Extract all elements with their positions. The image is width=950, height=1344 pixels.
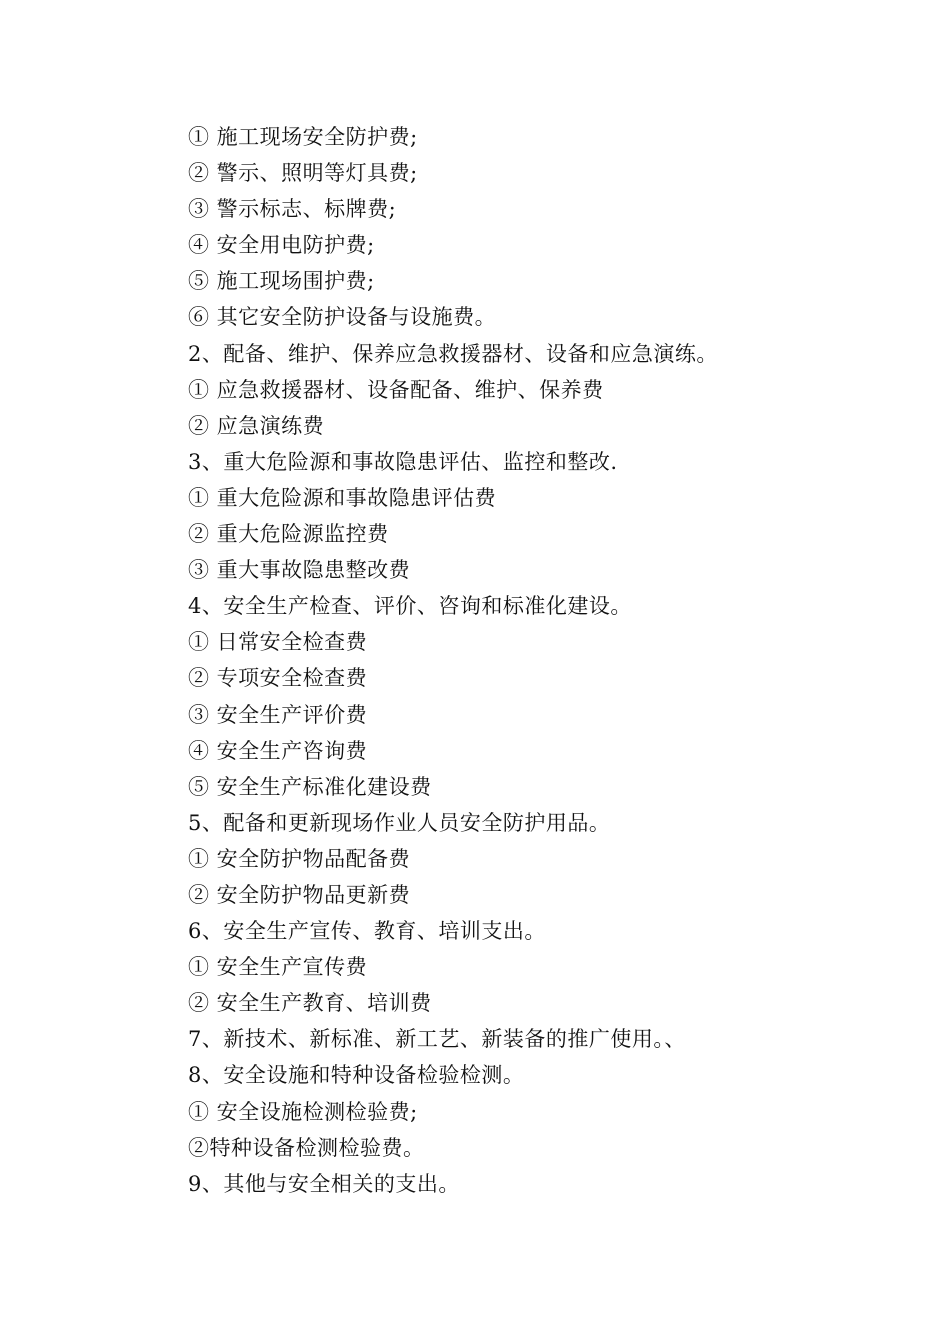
list-item: ③ 警示标志、标牌费; [188,197,397,222]
document-body [188,119,888,1202]
list-item: ① 应急救援器材、设备配备、维护、保养费 [188,377,604,402]
list-item: ③ 安全生产评价费 [188,702,368,727]
section-heading: 7、新技术、新标准、新工艺、新装备的推广使用。、 [188,1027,686,1052]
list-item: ⑤ 施工现场围护费; [188,269,375,294]
list-item: ② 重大危险源监控费 [188,522,389,547]
section-heading: 3、重大危险源和事故隐患评估、监控和整改. [188,449,618,474]
list-item: ① 施工现场安全防护费; [188,125,418,149]
list-item: ⑤ 安全生产标准化建设费 [188,774,432,799]
list-item: ④ 安全用电防护费; [188,233,375,258]
section-heading: 9、其他与安全相关的支出。 [188,1171,460,1196]
list-item: ① 重大危险源和事故隐患评估费 [188,485,497,510]
section-heading: 4、安全生产检查、评价、咨询和标准化建设。 [188,594,632,619]
list-item: ②特种设备检测检验费。 [188,1135,425,1160]
section-heading: 8、安全设施和特种设备检验检测。 [188,1063,525,1088]
list-item: ② 专项安全检查费 [188,666,368,691]
section-heading: 6、安全生产宣传、教育、培训支出。 [188,919,546,944]
list-item: ② 安全防护物品更新费 [188,882,411,907]
list-item: ② 安全生产教育、培训费 [188,991,432,1016]
section-heading: 5、配备和更新现场作业人员安全防护用品。 [188,810,611,835]
list-item: ③ 重大事故隐患整改费 [188,558,411,583]
list-item: ① 安全设施检测检验费; [188,1099,418,1124]
list-item: ④ 安全生产咨询费 [188,738,368,763]
section-heading: 2、配备、维护、保养应急救援器材、设备和应急演练。 [188,341,718,366]
list-item: ① 安全防护物品配备费 [188,846,411,871]
list-item: ① 安全生产宣传费 [188,955,368,980]
list-item: ⑥ 其它安全防护设备与设施费。 [188,305,497,330]
list-item: ① 日常安全检查费 [188,630,368,655]
list-item: ② 警示、照明等灯具费; [188,161,418,186]
list-item: ② 应急演练费 [188,413,325,438]
